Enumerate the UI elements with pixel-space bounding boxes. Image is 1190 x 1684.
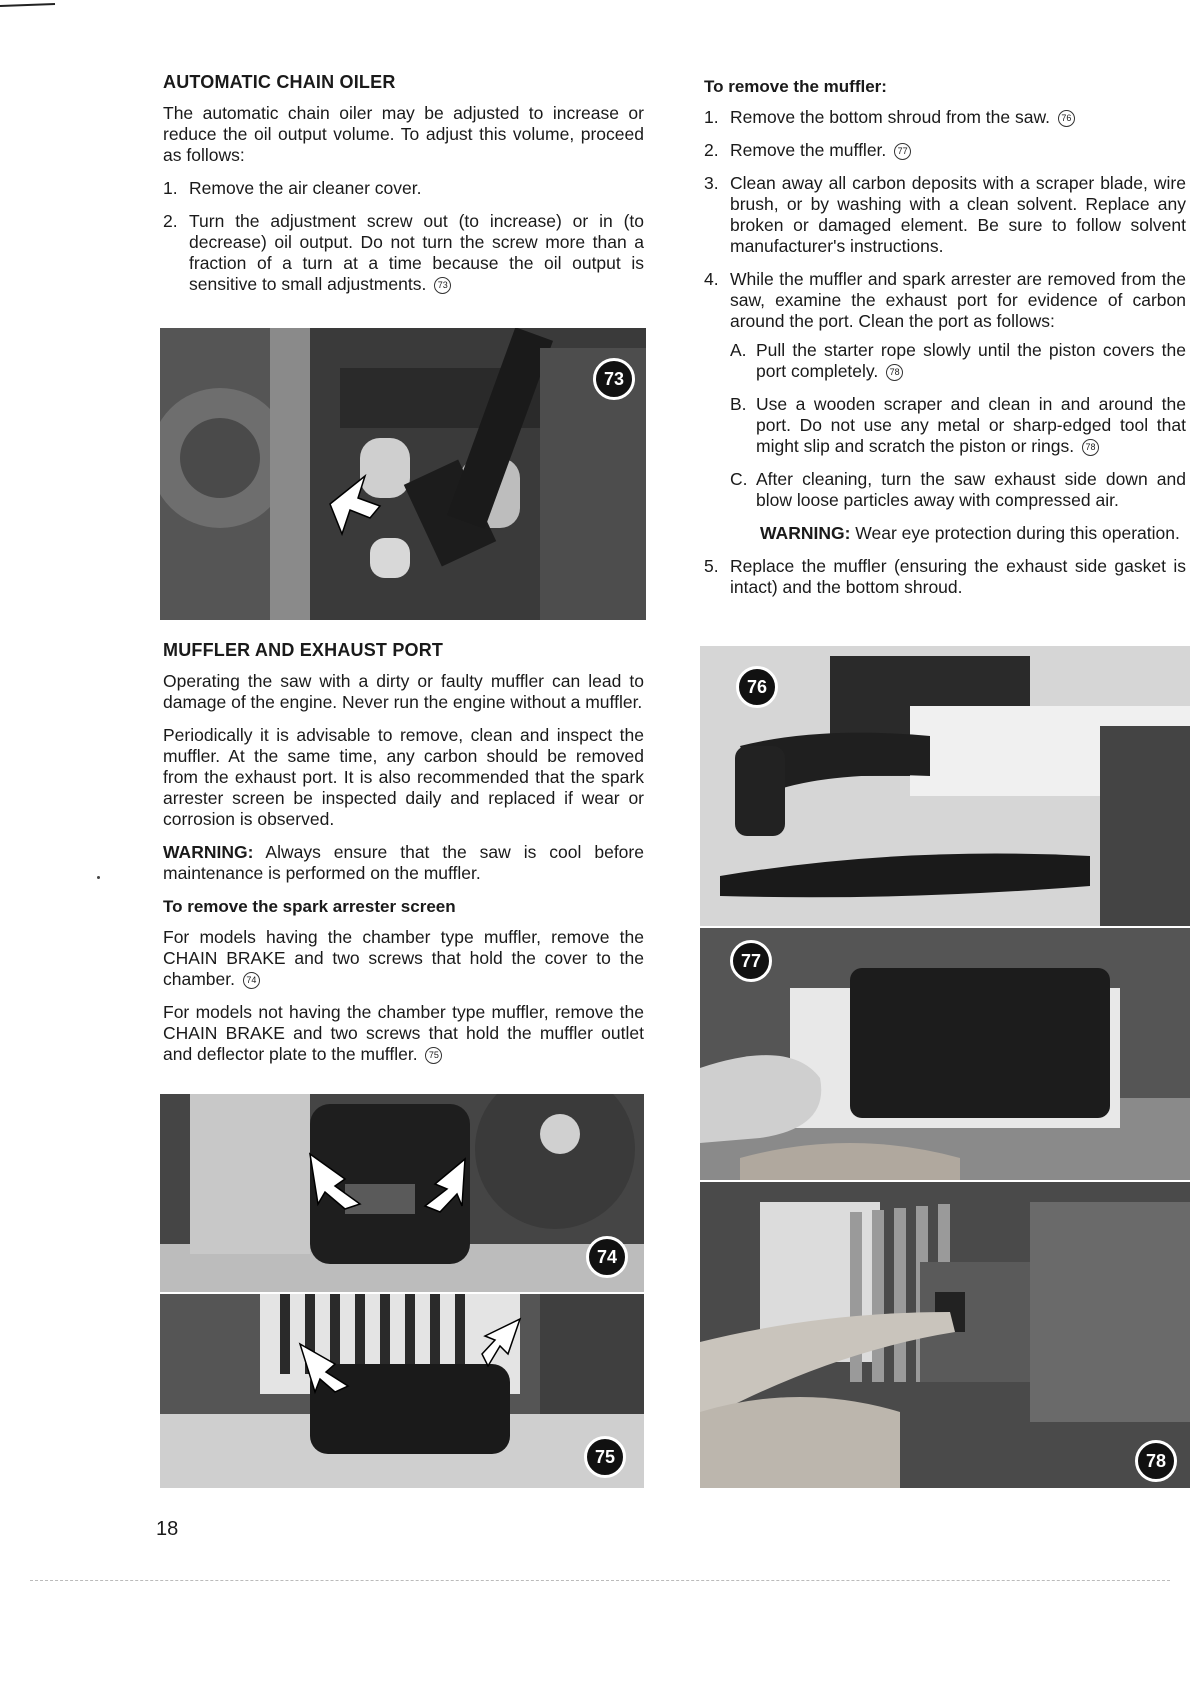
step-number: 1.: [163, 178, 178, 198]
step-number: 2.: [163, 211, 178, 231]
figure-78-badge: 78: [1135, 1440, 1177, 1482]
remove-muffler-title: To remove the muffler:: [704, 77, 887, 96]
figure-75-photo: [160, 1294, 644, 1488]
exhaust-port-substeps: [730, 340, 1186, 511]
figure-75-badge: 75: [584, 1436, 626, 1478]
substep-letter: C.: [730, 469, 748, 489]
step-text: While the muffler and spark arrester are removed from the saw, examine the exhaust port for evidence of carbon around the port. Clean the port as follows:: [730, 269, 1186, 331]
spark-arrester-paragraph-1: [163, 927, 644, 990]
page-corner-mark: [0, 2, 60, 8]
left-column-muffler: [163, 640, 644, 1077]
figure-78-photo: [700, 1182, 1190, 1488]
step-text: Remove the muffler.: [730, 140, 887, 160]
figure-77-badge: 77: [730, 940, 772, 982]
list-item: [704, 173, 1186, 257]
substep-text: Pull the starter rope slowly until the piston covers the port completely.: [756, 340, 1186, 381]
substep-letter: B.: [730, 394, 747, 414]
warning-text: Always ensure that the saw is cool before maintenance is performed on the muffler.: [163, 842, 644, 883]
warning-label: WARNING:: [760, 523, 851, 543]
figure-ref: 75: [425, 1047, 442, 1064]
figure-ref: 73: [434, 277, 451, 294]
spark-arrester-paragraph-2: [163, 1002, 644, 1065]
list-item: [704, 269, 1186, 544]
figure-ref: 76: [1058, 110, 1075, 127]
step-number: 2.: [704, 140, 719, 160]
right-column: [704, 76, 1186, 610]
margin-speck: [97, 876, 100, 879]
figure-ref: 78: [1082, 439, 1099, 456]
figure-76-photo: [700, 646, 1190, 926]
step-text: Remove the air cleaner cover.: [189, 178, 422, 198]
substep-text: After cleaning, turn the saw exhaust side down and blow loose particles away with compressed air.: [756, 469, 1186, 510]
figure-73-photo: [160, 328, 646, 620]
figure-76-badge: 76: [736, 666, 778, 708]
list-item: [730, 394, 1186, 457]
paragraph-text: For models not having the chamber type muffler, remove the CHAIN BRAKE and two screws that hold the muffler outlet and deflector plate to the muffler.: [163, 1002, 644, 1064]
muffler-warning: [163, 842, 644, 884]
step-number: 4.: [704, 269, 719, 289]
chain-oiler-intro: The automatic chain oiler may be adjusted to increase or reduce the oil output volume. To adjust this volume, proceed as follows:: [163, 103, 644, 165]
step-text: Clean away all carbon deposits with a scraper blade, wire brush, or by washing with a clean solvent. Replace any broken or damaged element. Be sure to follow solvent manufacturer's instructions.: [730, 173, 1186, 256]
list-item: [730, 340, 1186, 382]
figure-ref: 78: [886, 364, 903, 381]
list-item: [163, 211, 644, 295]
chain-oiler-steps: [163, 178, 644, 295]
figure-77-photo: [700, 928, 1190, 1180]
step-text: Replace the muffler (ensuring the exhaust side gasket is intact) and the bottom shroud.: [730, 556, 1186, 597]
step-number: 5.: [704, 556, 719, 576]
paragraph-text: For models having the chamber type muffler, remove the CHAIN BRAKE and two screws that hold the cover to the chamber.: [163, 927, 644, 989]
eye-protection-warning: [730, 523, 1186, 544]
step-number: 1.: [704, 107, 719, 127]
remove-muffler-steps: [704, 107, 1186, 598]
figure-74-badge: 74: [586, 1236, 628, 1278]
muffler-paragraph-1: Operating the saw with a dirty or faulty muffler can lead to damage of the engine. Never run the engine without a muffler.: [163, 671, 644, 712]
substep-letter: A.: [730, 340, 747, 360]
section-title-chain-oiler: AUTOMATIC CHAIN OILER: [163, 72, 396, 92]
step-number: 3.: [704, 173, 719, 193]
figure-ref: 74: [243, 972, 260, 989]
footer-divider: [30, 1580, 1170, 1581]
list-item: [704, 556, 1186, 598]
substep-text: Use a wooden scraper and clean in and around the port. Do not use any metal or sharp-edged tool that might slip and scratch the piston or rings.: [756, 394, 1186, 456]
warning-text: Wear eye protection during this operation.: [855, 523, 1180, 543]
list-item: [704, 140, 1186, 161]
step-text: Remove the bottom shroud from the saw.: [730, 107, 1051, 127]
left-column: [163, 72, 644, 307]
muffler-paragraph-2: Periodically it is advisable to remove, clean and inspect the muffler. At the same time, any carbon should be removed from the exhaust port. It is also recommended that the spark arrester screen be inspected daily and replaced if wear or corrosion is observed.: [163, 725, 644, 829]
figure-74-photo: [160, 1094, 644, 1292]
figure-73-badge: 73: [593, 358, 635, 400]
figure-ref: 77: [894, 143, 911, 160]
warning-label: WARNING:: [163, 842, 254, 862]
page-number: 18: [156, 1518, 179, 1540]
list-item: [163, 178, 644, 199]
section-title-muffler: MUFFLER AND EXHAUST PORT: [163, 640, 444, 660]
step-text: Turn the adjustment screw out (to increase) or in (to decrease) oil output. Do not turn the screw more than a fraction of a turn at a time because the oil output is sensitive to small adjustments.: [189, 211, 644, 294]
list-item: [704, 107, 1186, 128]
list-item: [730, 469, 1186, 511]
subsection-title-spark-arrester: To remove the spark arrester screen: [163, 897, 456, 916]
